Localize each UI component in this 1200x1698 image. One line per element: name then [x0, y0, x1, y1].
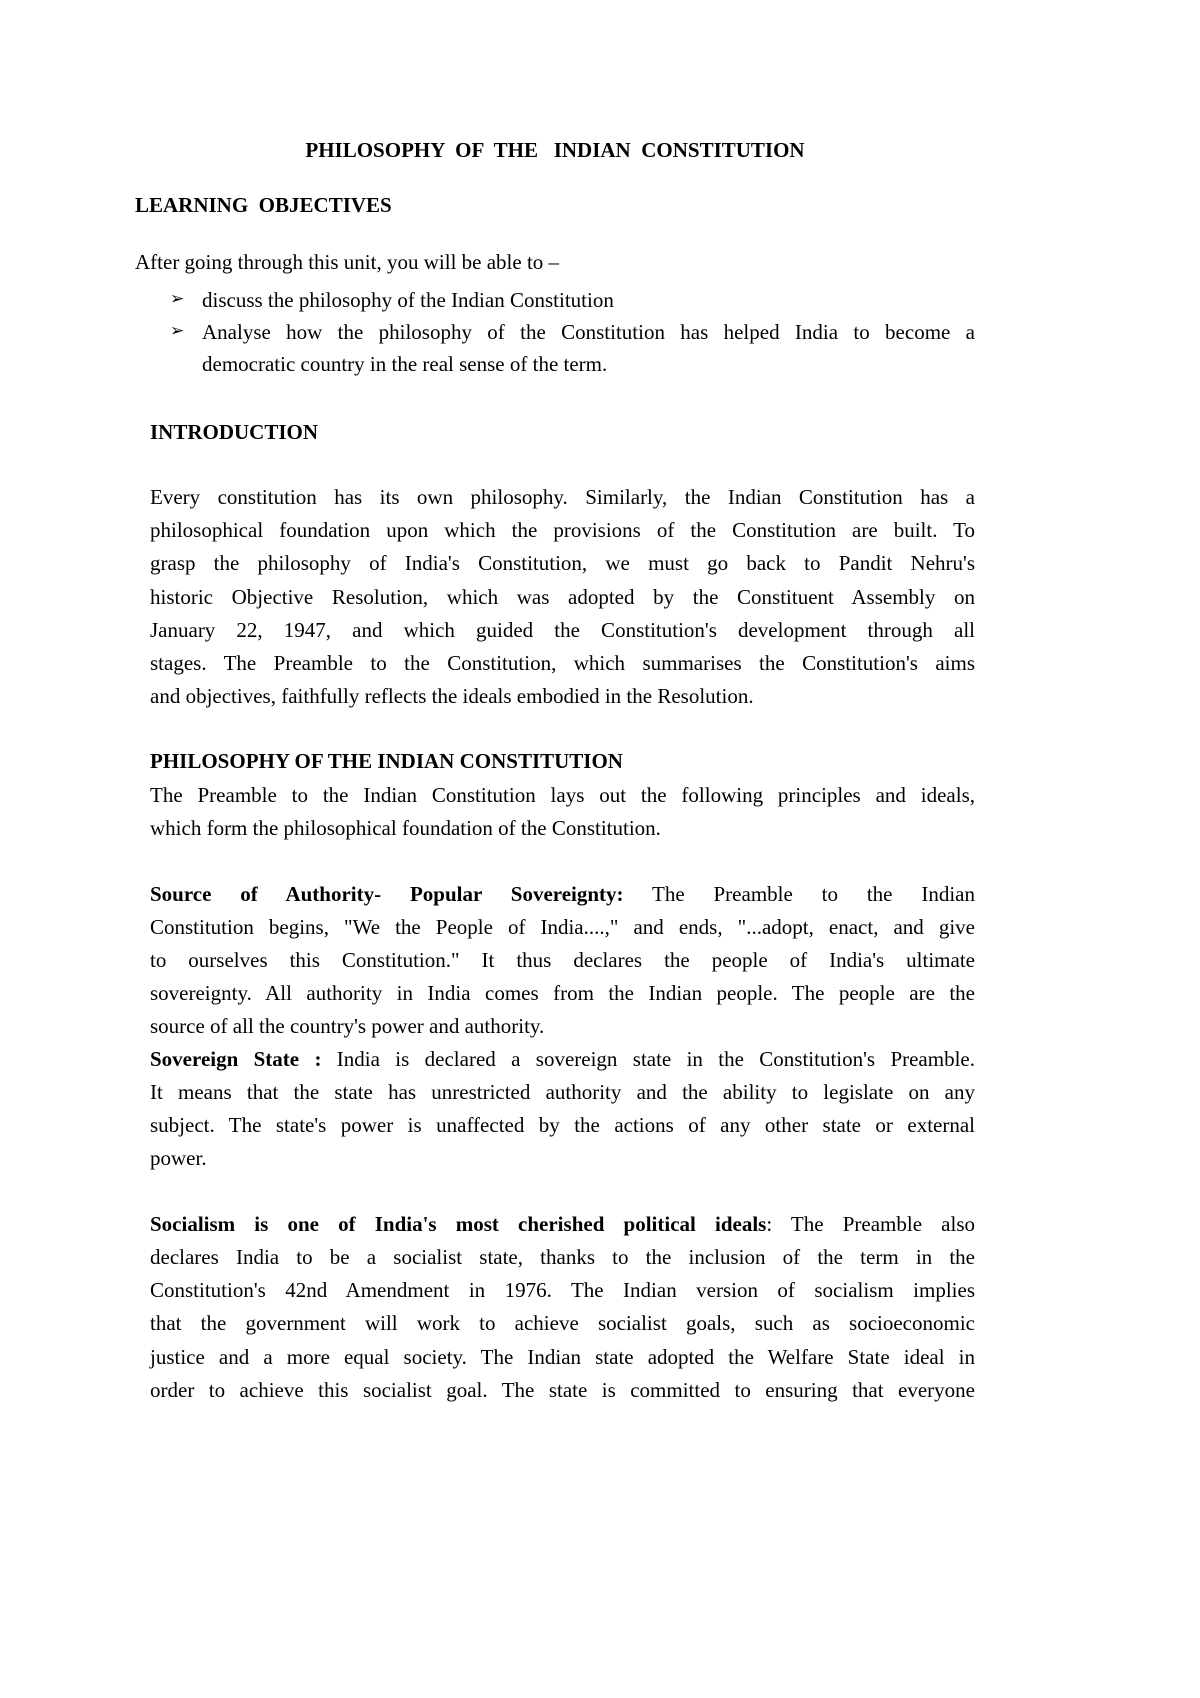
text-line: that the government will work to achieve socialist goals, such as socioeconomic: [150, 1311, 975, 1335]
text: : The Preamble also: [766, 1212, 975, 1236]
text: India is declared a sovereign state in the Constitution's Preamble.: [321, 1047, 975, 1071]
text-line: which form the philosophical foundation of the Constitution.: [150, 816, 661, 840]
arrow-bullet-icon: ➢: [170, 289, 185, 309]
socialism-heading: Socialism is one of India's most cherished political ideals: [150, 1212, 767, 1236]
source-heading: Source of Authority- Popular Sovereignty:: [150, 882, 624, 906]
text-line: January 22, 1947, and which guided the Constitution's development through all: [150, 618, 975, 642]
philosophy-heading: PHILOSOPHY OF THE INDIAN CONSTITUTION: [150, 749, 623, 773]
text-line: justice and a more equal society. The Indian state adopted the Welfare State ideal in: [150, 1345, 975, 1369]
page-title: PHILOSOPHY OF THE INDIAN CONSTITUTION: [305, 138, 805, 162]
text-line: It means that the state has unrestricted authority and the ability to legislate on any: [150, 1080, 975, 1104]
text-line: Constitution begins, "We the People of India....," and ends, "...adopt, enact, and give: [150, 915, 975, 939]
text-line: Constitution's 42nd Amendment in 1976. The Indian version of socialism implies: [150, 1278, 975, 1302]
text-line: declares India to be a socialist state, thanks to the inclusion of the term in the: [150, 1245, 975, 1269]
objectives-intro: After going through this unit, you will be able to –: [135, 250, 560, 274]
introduction-heading: INTRODUCTION: [150, 420, 319, 444]
sovereign-heading: Sovereign State :: [150, 1047, 322, 1071]
text-line: subject. The state's power is unaffected by the actions of any other state or external: [150, 1113, 975, 1137]
arrow-bullet-icon: ➢: [170, 321, 185, 341]
text-line: [150, 1211, 975, 1237]
text-line: stages. The Preamble to the Constitution, which summarises the Constitution's aims: [150, 651, 975, 675]
text-line: sovereignty. All authority in India comes from the Indian people. The people are the: [150, 981, 975, 1005]
text-line: The Preamble to the Indian Constitution lays out the following principles and ideals,: [150, 783, 975, 807]
text-line: Every constitution has its own philosophy. Similarly, the Indian Constitution has a: [150, 485, 975, 509]
text-line: power.: [150, 1146, 207, 1170]
text-line: [150, 1046, 975, 1072]
learning-objectives-heading: LEARNING OBJECTIVES: [135, 193, 392, 217]
text-line: [150, 881, 975, 907]
text: The Preamble to the Indian: [623, 882, 975, 906]
text-line: to ourselves this Constitution." It thus declares the people of India's ultimate: [150, 948, 975, 972]
text-line: order to achieve this socialist goal. The state is committed to ensuring that everyone: [150, 1378, 975, 1402]
text-line: historic Objective Resolution, which was adopted by the Constituent Assembly on: [150, 585, 975, 609]
objective-bullet-1: discuss the philosophy of the Indian Constitution: [202, 288, 614, 312]
text-line: philosophical foundation upon which the provisions of the Constitution are built. To: [150, 518, 975, 542]
objective-bullet-2-cont: democratic country in the real sense of the term.: [202, 352, 608, 376]
text-line: source of all the country's power and authority.: [150, 1014, 545, 1038]
text-line: grasp the philosophy of India's Constitution, we must go back to Pandit Nehru's: [150, 551, 975, 575]
objective-bullet-2: Analyse how the philosophy of the Constitution has helped India to become a: [202, 320, 975, 344]
text-line: and objectives, faithfully reflects the ideals embodied in the Resolution.: [150, 684, 754, 708]
